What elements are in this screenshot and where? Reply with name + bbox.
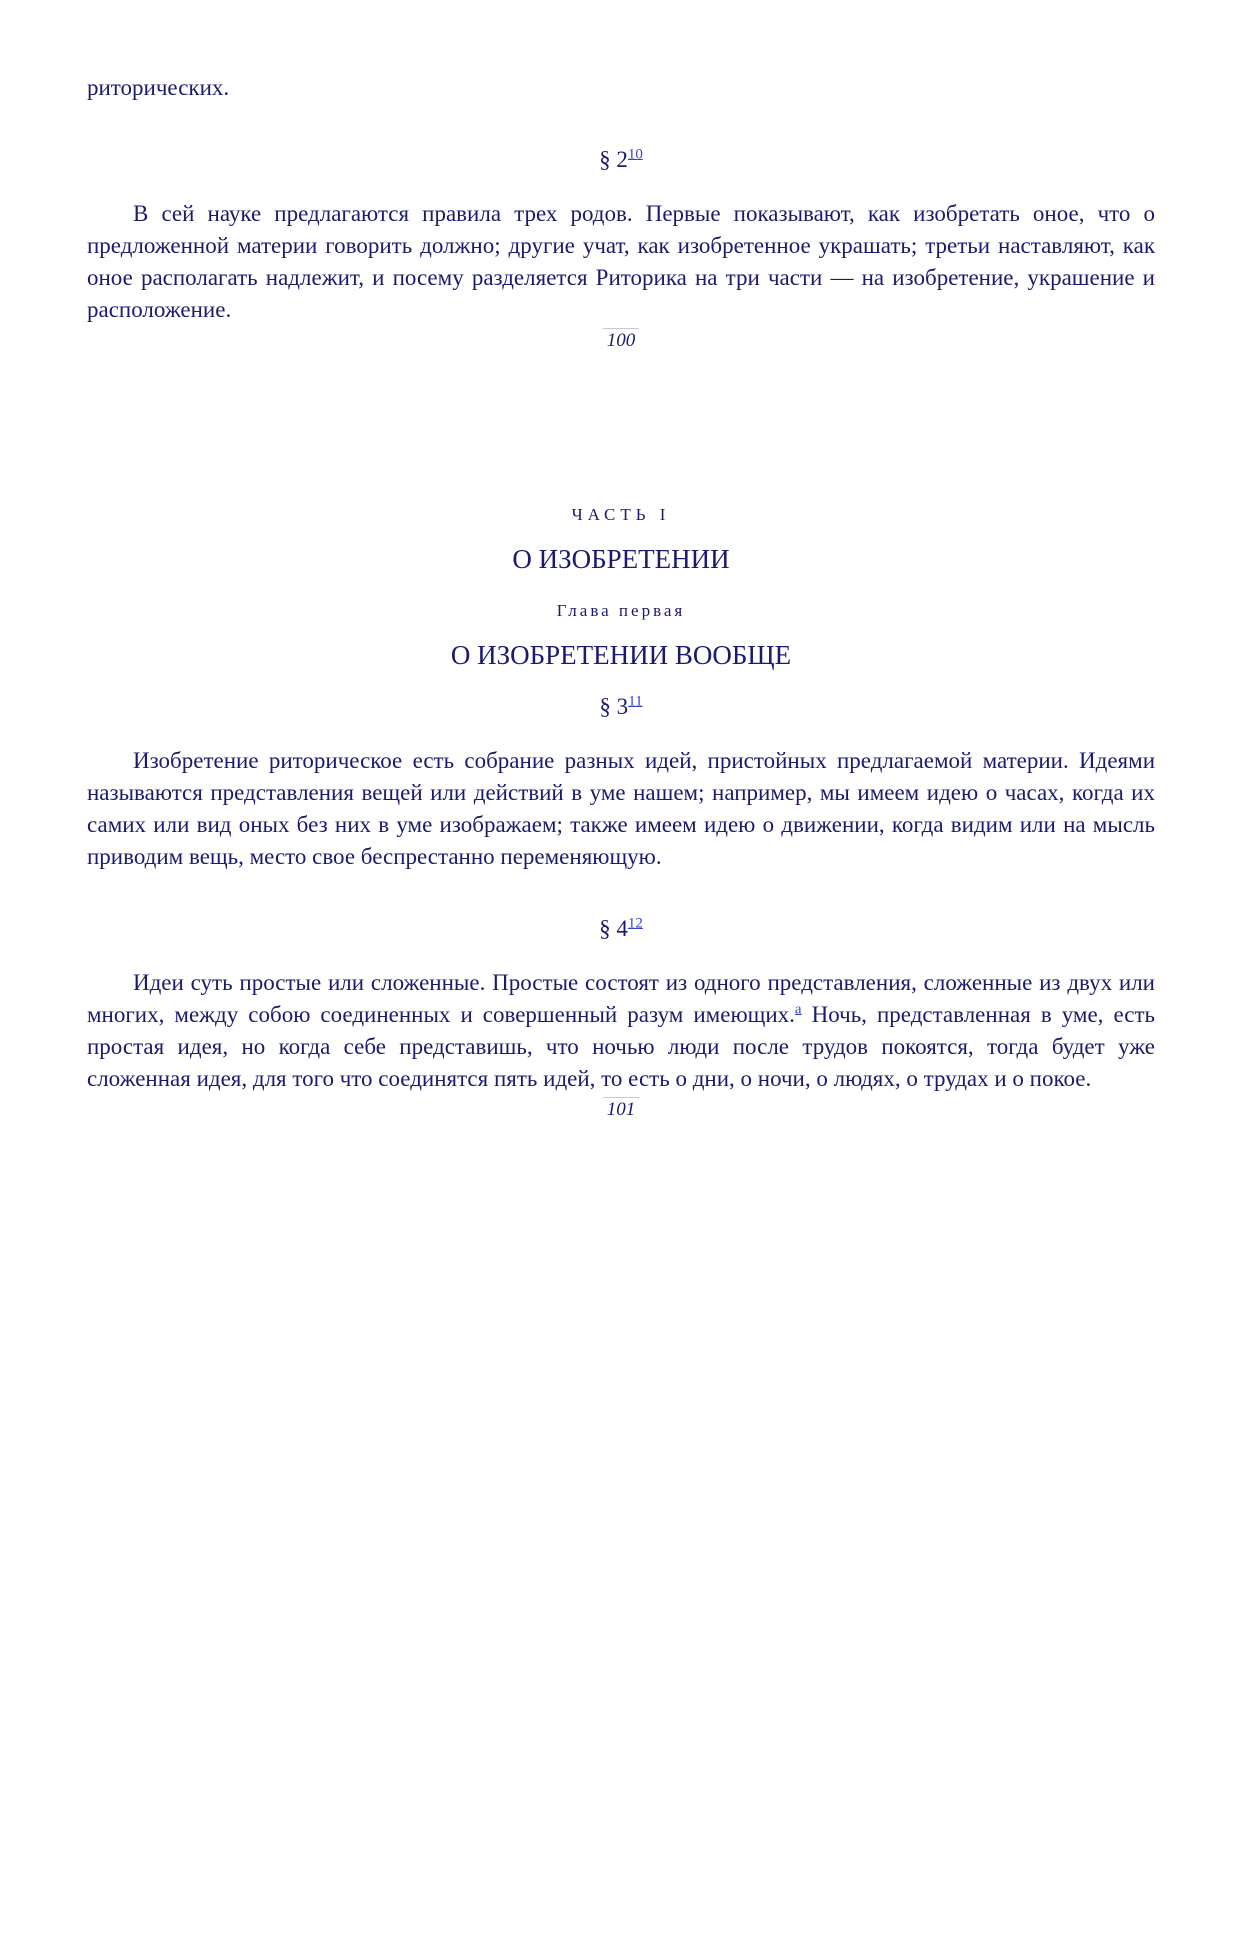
- footnote-link-11[interactable]: 11: [628, 693, 643, 710]
- section-4-text-part1: Идеи суть простые или сложенные. Простые состоят из одного представления, сложенные из двух или многих, между собою соединенных и совершенный разум имеющих.: [87, 970, 1155, 1027]
- chapter-title: О ИЗОБРЕТЕНИИ ВООБЩЕ: [450, 640, 792, 670]
- document-page: [87, 72, 1155, 1122]
- section-3-paragraph: Изобретение риторическое есть собрание разных идей, пристойных предлагаемой материи. Идеями называются представления вещей или действий в уме нашем; например, мы имеем идею о часах, когда их самих или вид оных без них в уме изображаем; также имеем идею о движении, когда видим или на мысль приводим вещь, место свое беспрестанно переменяющую.: [87, 748, 1155, 869]
- chapter-label: Глава первая: [556, 601, 686, 620]
- top-text-fragment: риторических.: [87, 75, 230, 100]
- page-number-100: 100: [87, 328, 1155, 353]
- section-3-mark: § 3: [599, 694, 629, 719]
- footnote-link-a[interactable]: a: [794, 1001, 802, 1018]
- page-number-101: 101: [87, 1097, 1155, 1122]
- section-4-heading: [87, 913, 1155, 945]
- section-4-text-part2: Ночь, представленная в уме, есть простая идея, но когда себе представишь, что ночью люди после трудов покоятся, тогда будет уже сложенная идея, для того что соединятся пять идей, то есть о дни, о ночи, о людях, о трудах и о покое.: [87, 1002, 1156, 1091]
- part-label: ЧАСТЬ I: [571, 505, 671, 524]
- section-2-paragraph: В сей науке предлагаются правила трех родов. Первые показывают, как изобретать оное, что о предложенной материи говорить должно; другие учат, как изобретенное украшать; третьи наставляют, как оное располагать надлежит, и посему разделяется Риторика на три части — на изобретение, украшение и расположение.: [87, 201, 1155, 322]
- section-2-mark: § 2: [599, 147, 628, 172]
- part-title: О ИЗОБРЕТЕНИИ: [512, 544, 730, 574]
- footnote-link-10[interactable]: 10: [627, 146, 643, 163]
- footnote-link-12[interactable]: 12: [627, 915, 643, 932]
- section-3-heading: [87, 691, 1155, 723]
- section-4-paragraph: [87, 967, 1155, 1095]
- section-4-mark: § 4: [599, 916, 628, 941]
- section-2-heading: [87, 144, 1155, 176]
